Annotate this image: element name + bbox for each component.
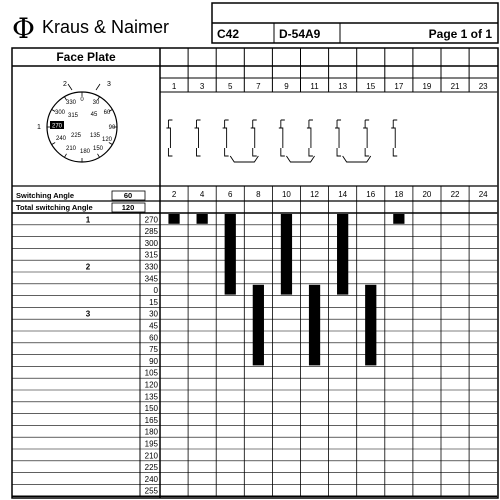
terminal-bottom-2: 2 bbox=[171, 190, 177, 199]
contact-symbol-icon bbox=[251, 120, 257, 156]
contact-bridge-icon bbox=[286, 156, 314, 162]
angle-label-30: 30 bbox=[92, 100, 100, 106]
row-angle-315: 315 bbox=[144, 250, 158, 260]
terminal-top-23: 23 bbox=[478, 82, 488, 91]
contact-bar-6 bbox=[225, 214, 236, 295]
terminal-bottom-16: 16 bbox=[366, 190, 376, 199]
terminal-top-1: 1 bbox=[171, 82, 177, 91]
contact-symbol-icon bbox=[279, 120, 285, 156]
terminal-bottom-6: 6 bbox=[228, 190, 233, 199]
header bbox=[12, 3, 498, 45]
angle-label-150: 150 bbox=[92, 146, 104, 152]
contact-bar-16 bbox=[365, 285, 376, 366]
terminal-top-17: 17 bbox=[394, 82, 404, 91]
contact-symbol-icon bbox=[223, 120, 229, 156]
total-switching-angle-label: Total switching Angle bbox=[16, 203, 93, 212]
terminal-bottom-4: 4 bbox=[199, 190, 205, 199]
row-angle-345: 345 bbox=[144, 274, 158, 284]
angle-label-90: 90 bbox=[108, 125, 116, 131]
angle-label-60: 60 bbox=[103, 110, 111, 116]
terminal-bottom-20: 20 bbox=[422, 190, 432, 199]
terminal-bottom-18: 18 bbox=[394, 190, 404, 199]
position-angle-rows bbox=[86, 215, 159, 495]
row-angle-300: 300 bbox=[144, 238, 158, 248]
contact-bar-18 bbox=[393, 214, 404, 224]
angle-label-315: 315 bbox=[67, 113, 79, 119]
contact-bridge-icon bbox=[230, 156, 258, 162]
brand-logo-icon: Φ bbox=[12, 12, 35, 45]
row-position-2: 2 bbox=[85, 262, 91, 272]
pointer-label: 270 bbox=[51, 123, 63, 130]
row-angle-30: 30 bbox=[149, 309, 158, 319]
row-angle-90: 90 bbox=[149, 356, 158, 366]
terminal-top-3: 3 bbox=[199, 82, 205, 91]
angle-label-210: 210 bbox=[65, 146, 77, 152]
total-switching-angle-value: 120 bbox=[121, 203, 135, 212]
face-plate-title: Face Plate bbox=[56, 50, 116, 64]
row-angle-0: 0 bbox=[153, 286, 158, 296]
contact-bar-14 bbox=[337, 214, 348, 295]
row-angle-165: 165 bbox=[144, 415, 158, 425]
angle-label-45: 45 bbox=[90, 112, 98, 118]
row-angle-240: 240 bbox=[144, 474, 158, 484]
row-angle-225: 225 bbox=[144, 463, 158, 473]
row-position-3: 3 bbox=[85, 309, 91, 319]
contact-symbol-icon bbox=[363, 120, 369, 156]
terminal-bottom-24: 24 bbox=[478, 190, 488, 199]
angle-label-120: 120 bbox=[101, 137, 113, 143]
row-angle-330: 330 bbox=[144, 262, 158, 272]
terminal-top-5: 5 bbox=[228, 82, 233, 91]
position-label-1: 1 bbox=[37, 124, 41, 131]
terminal-top-13: 13 bbox=[338, 82, 348, 91]
row-angle-135: 135 bbox=[144, 392, 158, 402]
switching-angle-label: Switching Angle bbox=[16, 191, 75, 200]
row-angle-195: 195 bbox=[144, 439, 158, 449]
contact-symbol-icon bbox=[335, 120, 341, 156]
position-label-3: 3 bbox=[107, 81, 111, 88]
angle-label-330: 330 bbox=[65, 100, 77, 106]
terminal-bottom-14: 14 bbox=[338, 190, 348, 199]
angle-label-180: 180 bbox=[79, 149, 91, 155]
contact-bar-2 bbox=[168, 214, 179, 224]
row-angle-75: 75 bbox=[149, 345, 158, 355]
row-angle-255: 255 bbox=[144, 486, 158, 496]
contact-bar-10 bbox=[281, 214, 292, 295]
row-angle-105: 105 bbox=[144, 368, 158, 378]
row-angle-180: 180 bbox=[144, 427, 158, 437]
contact-symbol-icon bbox=[391, 120, 397, 156]
page-number: Page 1 of 1 bbox=[428, 27, 492, 41]
contact-symbol-icon bbox=[307, 120, 313, 156]
brand-name: Kraus & Naimer bbox=[42, 17, 170, 37]
terminal-top-9: 9 bbox=[284, 82, 289, 91]
contact-bar-8 bbox=[253, 285, 264, 366]
angle-label-225: 225 bbox=[70, 133, 82, 139]
row-position-1: 1 bbox=[85, 215, 91, 225]
row-angle-285: 285 bbox=[144, 227, 158, 237]
face-plate-dial bbox=[37, 81, 117, 162]
contact-symbol-icon bbox=[195, 120, 201, 156]
contact-bridge-icon bbox=[343, 156, 371, 162]
terminal-bottom-10: 10 bbox=[281, 190, 291, 199]
contact-bar-12 bbox=[309, 285, 320, 366]
terminal-numbers bbox=[172, 82, 488, 199]
grid-lines bbox=[12, 48, 498, 498]
angle-label-300: 300 bbox=[54, 110, 66, 116]
terminal-top-15: 15 bbox=[366, 82, 376, 91]
terminal-top-21: 21 bbox=[450, 82, 460, 91]
position-label-2: 2 bbox=[63, 81, 67, 88]
terminal-top-7: 7 bbox=[256, 82, 261, 91]
row-angle-60: 60 bbox=[149, 333, 158, 343]
contact-bar-4 bbox=[197, 214, 208, 224]
angle-label-0: 0 bbox=[80, 97, 84, 103]
terminal-bottom-22: 22 bbox=[450, 190, 460, 199]
terminal-top-11: 11 bbox=[310, 82, 319, 91]
row-angle-270: 270 bbox=[144, 215, 158, 225]
row-angle-45: 45 bbox=[149, 321, 158, 331]
series-code: C42 bbox=[217, 27, 240, 41]
contact-schematic bbox=[166, 120, 397, 162]
contact-symbol-icon bbox=[166, 120, 172, 156]
terminal-top-19: 19 bbox=[422, 82, 432, 91]
terminal-bottom-8: 8 bbox=[256, 190, 261, 199]
row-angle-120: 120 bbox=[144, 380, 158, 390]
row-angle-210: 210 bbox=[144, 451, 158, 461]
angle-label-240: 240 bbox=[55, 136, 67, 142]
terminal-bottom-12: 12 bbox=[310, 190, 320, 199]
switching-angle-value: 60 bbox=[123, 191, 133, 200]
drawing-number: D-54A9 bbox=[279, 27, 321, 41]
angle-label-135: 135 bbox=[89, 133, 101, 139]
row-angle-150: 150 bbox=[144, 404, 158, 414]
diagram-frame bbox=[12, 48, 498, 498]
row-angle-15: 15 bbox=[149, 297, 158, 307]
